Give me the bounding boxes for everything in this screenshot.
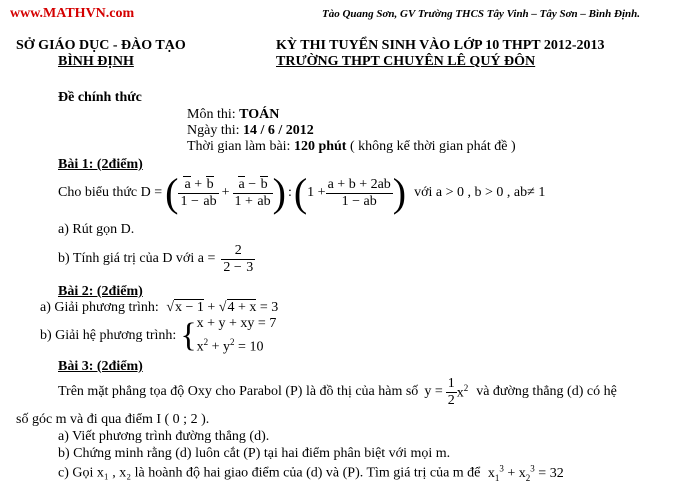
exam-time: Thời gian làm bài: 120 phút ( không kể thời gian phát đề ) xyxy=(187,139,516,154)
official-label: Đề chính thức xyxy=(58,90,142,105)
exam-subject: Môn thi: TOÁN xyxy=(187,107,280,122)
bai3-title: Bài 3: (2điểm) xyxy=(58,359,143,374)
bai2-part-b: b) Giải hệ phương trình: { x + y + xy = 7 $x^2 + y^2 = 10$ xyxy=(40,316,277,355)
bai3-part-c: c) Gọi x₁ , x₂ là hoành độ hai giao điểm của (d) và (P). Tìm giá trị của m để $x_1^3 + x_2^3 = 32$ xyxy=(58,463,564,483)
exam-title: KỲ THI TUYỂN SINH VÀO LỚP 10 THPT 2012-2013 xyxy=(276,38,605,53)
site-url: www.MATHVN.com xyxy=(10,6,135,21)
school-name: TRƯỜNG THPT CHUYÊN LÊ QUÝ ĐÔN xyxy=(276,54,536,69)
bai1-part-b: b) Tính giá trị của D với a = $\frac{2}{2 - 3}$ xyxy=(58,242,254,275)
bai3-part-b: b) Chứng minh rằng (d) luôn cắt (P) tại hai điểm phân biệt với mọi m. xyxy=(58,446,451,461)
bai3-paragraph-1: Trên mặt phẳng tọa độ Oxy cho Parabol (P) là đồ thị của hàm số y = $\frac{1}{2}$ $x^2$ và đường thẳng (d) có hệ xyxy=(58,375,617,408)
author-credit: Tào Quang Sơn, GV Trường THCS Tây Vinh – Tây Sơn – Bình Định. xyxy=(322,8,641,20)
org-name: SỞ GIÁO DỤC - ĐÀO TẠO xyxy=(16,38,186,53)
bai1-expression: Cho biểu thức D = ( $\frac{a + b}{1 - ab}$ + $\frac{a - b}{1 + ab}$ ) : ( 1 + $\frac{a + b + 2ab}{1 - ab}$ ) với a > 0 , b > 0 , ab≠ 1 xyxy=(58,170,546,215)
bai1-part-a: a) Rút gọn D. xyxy=(58,222,135,237)
bai3-part-a: a) Viết phương trình đường thẳng (d). xyxy=(58,429,270,444)
bai1-title: Bài 1: (2điểm) xyxy=(58,157,143,172)
exam-date: Ngày thi: 14 / 6 / 2012 xyxy=(187,123,314,138)
bai3-paragraph-2: số góc m và đi qua điểm I ( 0 ; 2 ). xyxy=(16,412,210,427)
bai2-title: Bài 2: (2điểm) xyxy=(58,284,143,299)
org-province: BÌNH ĐỊNH xyxy=(58,54,134,69)
bai2-part-a: a) Giải phương trình: √x − 1 + √4 + x = 3 xyxy=(40,300,279,315)
